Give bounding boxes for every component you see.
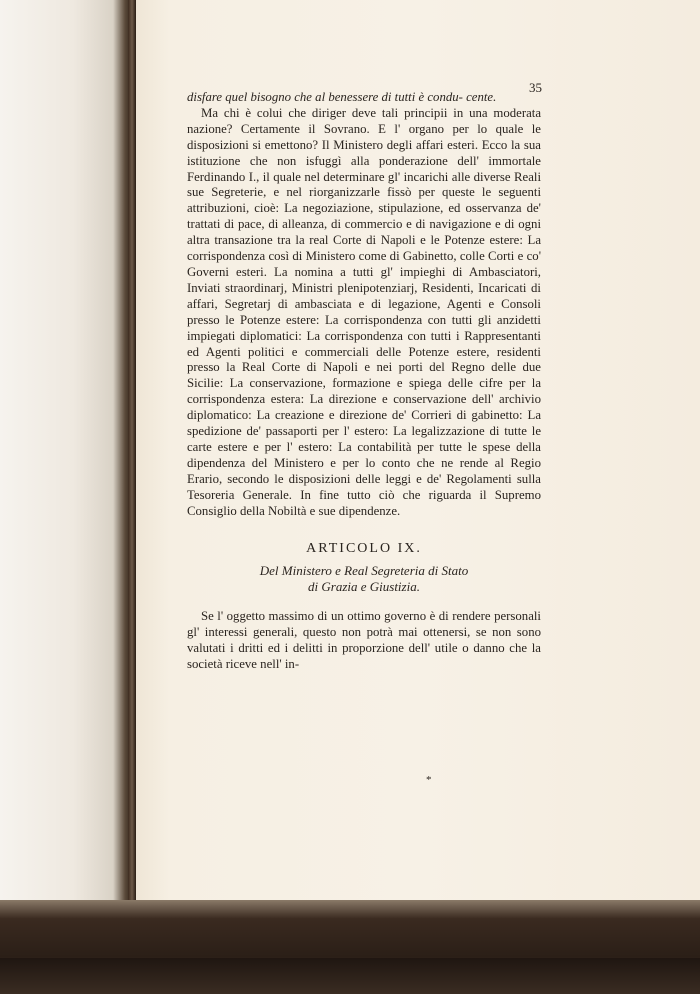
article-subheading-line-1: Del Ministero e Real Segreteria di Stato <box>259 563 469 579</box>
paragraph-ministry-foreign-affairs: Ma chi è colui che diriger deve tali principii in una moderata nazione? Certamente il Sovrano. E l' organo per lo quale le disposizioni si emettono? Il Ministero degli affari esteri. Ecco la sua istituzione che non isfuggì alla ponderazione dell' immortale Ferdinando I., il quale nel determinare gl' incarichi alle diverse Reali sue Segreterie, e nel riorganizzarle fissò per queste le seguenti attribuzioni, cioè: La negoziazione, stipulazione, ed osservanza de' trattati di pace, di alleanza, di commercio e di navigazione e di ogni altra transazione tra la real Corte di Napoli e le Potenze estere: La corrispondenza così di Ministero come di Gabinetto, colle Corti e co' Governi esteri. La nomina a tutti gl' impieghi di Ambasciatori, Inviati straordinarj, Ministri plenipotenziarj, Residenti, Incaricati di affari, Segretarj di ambasciata e di legazione, Agenti e Consoli presso le Potenze estere: La corrispondenza con tutti gli anzidetti impiegati diplomatici: La corrispondenza con tutti i Rappresentanti ed Agenti politici e commerciali delle Potenze estere, residenti presso la Real Corte di Napoli e nei porti del Regno delle due Sicilie: La conservazione, formazione e spiega delle cifre per la corrispondenza estera: La direzione e conservazione dell' archivio diplomatico: La creazione e direzione de' Corrieri di gabinetto: La spedizione de' passaporti per l' estero: La legalizzazione di tutte le carte estere e per l' estero: La contabilità per tutte le spese della dipendenza del Ministero e per lo conto che ne rende al Regio Erario, secondo le disposizioni delle leggi e de' Regolamenti sulla Tesoreria Generale. In fine tutto ciò che riguarda il Supremo Consiglio della Nobiltà e sue dipendenze. <box>187 105 541 518</box>
article-subheading-line-2: di Grazia e Giustizia. <box>308 579 420 595</box>
paragraph-grace-justice: Se l' oggetto massimo di un ottimo governo è di rendere personali gl' interessi generali, questo non potrà mai ottenersi, se non sono valutati i dritti ed i delitti in proporzione dell' utile o danno che la società riceve nell' in- <box>187 609 541 672</box>
left-page-edge <box>0 0 133 994</box>
text-block <box>187 90 541 673</box>
book-cover-shadow <box>0 958 700 994</box>
book-spine <box>128 0 136 994</box>
article-heading: ARTICOLO IX. <box>306 541 422 557</box>
signature-mark: * <box>426 774 432 786</box>
page-number: 35 <box>529 80 542 95</box>
opening-italic-line: disfare quel bisogno che al benessere di tutti è condu- cente. <box>187 90 497 104</box>
article-subheading <box>187 563 541 595</box>
